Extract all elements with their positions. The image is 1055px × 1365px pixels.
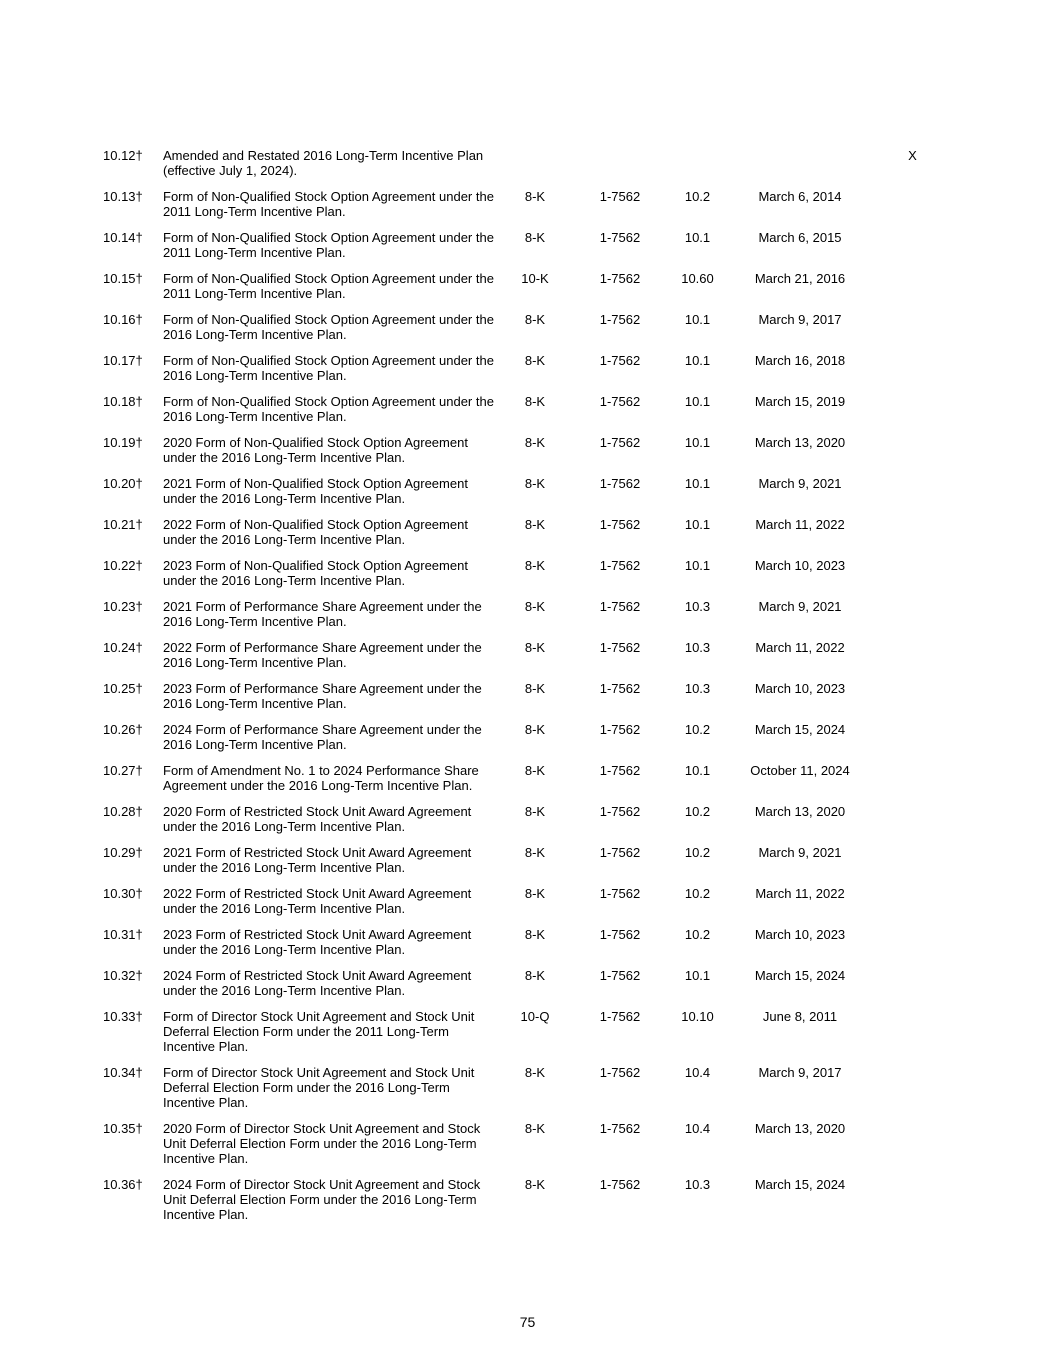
filing-date (730, 148, 870, 178)
form-type: 8-K (524, 353, 546, 368)
exhibit-ref: 10.1 (684, 312, 711, 327)
filing-date: March 11, 2022 (755, 886, 845, 901)
file-number: 1-7562 (599, 312, 641, 327)
file-number: 1-7562 (599, 1177, 641, 1192)
table-row (103, 640, 955, 670)
table-row (103, 476, 955, 506)
form-type: 10-Q (520, 1009, 550, 1024)
filing-date: March 9, 2021 (758, 599, 842, 614)
table-row (103, 189, 955, 219)
filing-date: March 15, 2024 (754, 722, 846, 737)
exhibit-number: 10.17† (103, 353, 143, 368)
exhibit-description: 2020 Form of Director Stock Unit Agreement and Stock Unit Deferral Election Form under the 2016 Long-Term Incentive Plan. (163, 1121, 481, 1166)
file-number: 1-7562 (599, 394, 641, 409)
filed-herewith-mark (870, 271, 955, 301)
exhibit-number: 10.35† (103, 1121, 143, 1136)
exhibit-description: Form of Amendment No. 1 to 2024 Performance Share Agreement under the 2016 Long-Term Incentive Plan. (163, 763, 479, 793)
exhibit-ref: 10.2 (684, 722, 711, 737)
exhibit-description: 2021 Form of Restricted Stock Unit Award Agreement under the 2016 Long-Term Incentive Plan. (163, 845, 472, 875)
exhibit-number: 10.24† (103, 640, 143, 655)
exhibit-ref: 10.1 (684, 476, 711, 491)
exhibit-number: 10.13† (103, 189, 143, 204)
table-row (103, 517, 955, 547)
form-type: 8-K (524, 681, 546, 696)
exhibit-number: 10.16† (103, 312, 143, 327)
table-row (103, 558, 955, 588)
form-type (495, 148, 575, 178)
table-row (103, 271, 955, 301)
exhibit-ref: 10.1 (684, 763, 711, 778)
file-number: 1-7562 (599, 1009, 641, 1024)
exhibit-description: 2024 Form of Performance Share Agreement under the 2016 Long-Term Incentive Plan. (163, 722, 482, 752)
table-row (103, 968, 955, 998)
exhibit-number: 10.19† (103, 435, 143, 450)
form-type: 8-K (524, 394, 546, 409)
filed-herewith-mark (870, 312, 955, 342)
file-number: 1-7562 (599, 1065, 641, 1080)
file-number: 1-7562 (599, 517, 641, 532)
filing-date: October 11, 2024 (750, 763, 850, 778)
table-row (103, 148, 955, 178)
exhibit-ref: 10.1 (684, 394, 711, 409)
filing-date: March 15, 2024 (754, 968, 846, 983)
exhibit-number: 10.14† (103, 230, 143, 245)
exhibit-number: 10.18† (103, 394, 143, 409)
exhibit-description: 2024 Form of Restricted Stock Unit Award Agreement under the 2016 Long-Term Incentive Plan. (163, 968, 472, 998)
exhibit-description: Form of Non-Qualified Stock Option Agreement under the 2016 Long-Term Incentive Plan. (163, 353, 494, 383)
exhibit-ref: 10.3 (684, 640, 711, 655)
table-row (103, 1177, 955, 1222)
exhibit-ref: 10.1 (684, 558, 711, 573)
exhibit-number: 10.20† (103, 476, 143, 491)
filing-date: March 13, 2020 (754, 435, 846, 450)
exhibit-ref: 10.4 (684, 1065, 711, 1080)
exhibit-ref: 10.1 (684, 353, 711, 368)
file-number: 1-7562 (599, 1121, 641, 1136)
form-type: 8-K (524, 722, 546, 737)
filing-date: March 9, 2021 (758, 476, 842, 491)
form-type: 8-K (524, 558, 546, 573)
exhibit-number: 10.28† (103, 804, 143, 819)
table-row (103, 927, 955, 957)
form-type: 8-K (524, 312, 546, 327)
filed-herewith-mark (870, 886, 955, 916)
filed-herewith-mark (870, 435, 955, 465)
form-type: 8-K (524, 845, 546, 860)
exhibit-ref: 10.60 (681, 271, 714, 286)
exhibit-description: 2022 Form of Non-Qualified Stock Option Agreement under the 2016 Long-Term Incentive Plan. (163, 517, 468, 547)
exhibit-number: 10.36† (103, 1177, 143, 1192)
filed-herewith-mark (870, 640, 955, 670)
exhibit-ref: 10.2 (684, 845, 711, 860)
filing-date: March 10, 2023 (754, 927, 846, 942)
filed-herewith-mark (870, 722, 955, 752)
exhibit-number: 10.27† (103, 763, 143, 778)
filed-herewith-mark (870, 804, 955, 834)
filed-herewith-mark (870, 681, 955, 711)
exhibit-description: 2022 Form of Performance Share Agreement under the 2016 Long-Term Incentive Plan. (163, 640, 482, 670)
file-number: 1-7562 (599, 722, 641, 737)
file-number: 1-7562 (599, 640, 641, 655)
file-number: 1-7562 (599, 435, 641, 450)
exhibit-ref: 10.1 (684, 230, 711, 245)
form-type: 8-K (524, 189, 546, 204)
exhibit-number: 10.34† (103, 1065, 143, 1080)
filing-date: March 9, 2021 (758, 845, 842, 860)
exhibit-description: Form of Director Stock Unit Agreement and Stock Unit Deferral Election Form under the 2016 Long-Term Incentive Plan. (163, 1065, 475, 1110)
table-row (103, 599, 955, 629)
filed-herewith-mark (870, 476, 955, 506)
file-number: 1-7562 (599, 763, 641, 778)
table-row (103, 845, 955, 875)
table-row (103, 722, 955, 752)
filed-herewith-mark (870, 1177, 955, 1222)
form-type: 8-K (524, 640, 546, 655)
form-type: 8-K (524, 599, 546, 614)
exhibit-number: 10.12† (103, 148, 143, 163)
exhibit-description: 2021 Form of Performance Share Agreement under the 2016 Long-Term Incentive Plan. (163, 599, 482, 629)
filing-date: March 11, 2022 (755, 517, 845, 532)
exhibit-ref: 10.4 (684, 1121, 711, 1136)
table-row (103, 353, 955, 383)
file-number (575, 148, 665, 178)
form-type: 8-K (524, 1065, 546, 1080)
exhibit-index-table (103, 148, 955, 1233)
form-type: 8-K (524, 476, 546, 491)
exhibit-number: 10.32† (103, 968, 143, 983)
exhibit-ref: 10.2 (684, 886, 711, 901)
form-type: 8-K (524, 435, 546, 450)
filing-date: March 10, 2023 (754, 681, 846, 696)
filing-date: March 9, 2017 (758, 312, 842, 327)
file-number: 1-7562 (599, 804, 641, 819)
file-number: 1-7562 (599, 599, 641, 614)
exhibit-number: 10.26† (103, 722, 143, 737)
table-row (103, 394, 955, 424)
exhibit-description: Form of Non-Qualified Stock Option Agreement under the 2011 Long-Term Incentive Plan. (163, 189, 494, 219)
table-row (103, 435, 955, 465)
table-row (103, 1065, 955, 1110)
filed-herewith-mark (870, 927, 955, 957)
file-number: 1-7562 (599, 230, 641, 245)
filed-herewith-mark (870, 230, 955, 260)
table-row (103, 681, 955, 711)
form-type: 8-K (524, 804, 546, 819)
file-number: 1-7562 (599, 886, 641, 901)
form-type: 8-K (524, 230, 546, 245)
table-row (103, 804, 955, 834)
file-number: 1-7562 (599, 189, 641, 204)
filing-date: June 8, 2011 (762, 1009, 838, 1024)
file-number: 1-7562 (599, 476, 641, 491)
exhibit-number: 10.21† (103, 517, 143, 532)
exhibit-description: Form of Non-Qualified Stock Option Agreement under the 2011 Long-Term Incentive Plan. (163, 271, 494, 301)
filed-herewith-mark (870, 599, 955, 629)
file-number: 1-7562 (599, 353, 641, 368)
table-row (103, 763, 955, 793)
exhibit-ref (665, 148, 730, 178)
exhibit-number: 10.31† (103, 927, 143, 942)
filed-herewith-mark (870, 189, 955, 219)
table-row (103, 1121, 955, 1166)
exhibit-ref: 10.2 (684, 189, 711, 204)
exhibit-description: Form of Non-Qualified Stock Option Agreement under the 2016 Long-Term Incentive Plan. (163, 312, 494, 342)
filing-date: March 16, 2018 (754, 353, 846, 368)
filed-herewith-mark (870, 353, 955, 383)
exhibit-ref: 10.1 (684, 968, 711, 983)
table-row (103, 1009, 955, 1054)
exhibit-description: Form of Non-Qualified Stock Option Agreement under the 2016 Long-Term Incentive Plan. (163, 394, 494, 424)
exhibit-number: 10.22† (103, 558, 143, 573)
form-type: 8-K (524, 517, 546, 532)
filing-date: March 10, 2023 (754, 558, 846, 573)
exhibit-description: 2020 Form of Non-Qualified Stock Option Agreement under the 2016 Long-Term Incentive Plan. (163, 435, 468, 465)
exhibit-description: 2021 Form of Non-Qualified Stock Option Agreement under the 2016 Long-Term Incentive Plan. (163, 476, 468, 506)
file-number: 1-7562 (599, 968, 641, 983)
form-type: 10-K (521, 271, 549, 286)
exhibit-description: 2022 Form of Restricted Stock Unit Award Agreement under the 2016 Long-Term Incentive Plan. (163, 886, 472, 916)
filing-date: March 15, 2024 (754, 1177, 846, 1192)
exhibit-description: Form of Director Stock Unit Agreement and Stock Unit Deferral Election Form under the 2011 Long-Term Incentive Plan. (163, 1009, 475, 1054)
exhibit-number: 10.33† (103, 1009, 143, 1024)
page-number: 75 (519, 1314, 536, 1330)
exhibit-number: 10.15† (103, 271, 143, 286)
filing-date: March 11, 2022 (755, 640, 845, 655)
filed-herewith-mark (870, 1121, 955, 1166)
form-type: 8-K (524, 1121, 546, 1136)
filing-date: March 6, 2015 (758, 230, 842, 245)
filed-herewith-mark: X (908, 148, 917, 163)
form-type: 8-K (524, 1177, 546, 1192)
filed-herewith-mark (870, 1065, 955, 1110)
filing-date: March 13, 2020 (754, 1121, 846, 1136)
filed-herewith-mark (870, 517, 955, 547)
filing-date: March 6, 2014 (758, 189, 842, 204)
file-number: 1-7562 (599, 558, 641, 573)
form-type: 8-K (524, 763, 546, 778)
filed-herewith-mark (870, 968, 955, 998)
file-number: 1-7562 (599, 927, 641, 942)
filing-date: March 15, 2019 (754, 394, 846, 409)
exhibit-description: 2023 Form of Non-Qualified Stock Option Agreement under the 2016 Long-Term Incentive Plan. (163, 558, 468, 588)
exhibit-description: Amended and Restated 2016 Long-Term Incentive Plan (effective July 1, 2024). (163, 148, 484, 178)
exhibit-description: 2024 Form of Director Stock Unit Agreement and Stock Unit Deferral Election Form under the 2016 Long-Term Incentive Plan. (163, 1177, 481, 1222)
exhibit-number: 10.30† (103, 886, 143, 901)
file-number: 1-7562 (599, 681, 641, 696)
filed-herewith-mark (870, 394, 955, 424)
filed-herewith-mark (870, 558, 955, 588)
filing-date: March 21, 2016 (754, 271, 846, 286)
filed-herewith-mark (870, 1009, 955, 1054)
exhibit-description: 2020 Form of Restricted Stock Unit Award Agreement under the 2016 Long-Term Incentive Plan. (163, 804, 472, 834)
exhibit-ref: 10.1 (684, 435, 711, 450)
table-row (103, 312, 955, 342)
exhibit-ref: 10.3 (684, 1177, 711, 1192)
exhibit-description: 2023 Form of Performance Share Agreement under the 2016 Long-Term Incentive Plan. (163, 681, 482, 711)
exhibit-ref: 10.2 (684, 927, 711, 942)
exhibit-description: Form of Non-Qualified Stock Option Agreement under the 2011 Long-Term Incentive Plan. (163, 230, 494, 260)
file-number: 1-7562 (599, 271, 641, 286)
exhibit-ref: 10.3 (684, 681, 711, 696)
exhibit-number: 10.23† (103, 599, 143, 614)
exhibit-ref: 10.3 (684, 599, 711, 614)
exhibit-ref: 10.10 (681, 1009, 714, 1024)
exhibit-ref: 10.2 (684, 804, 711, 819)
table-row (103, 230, 955, 260)
table-row (103, 886, 955, 916)
file-number: 1-7562 (599, 845, 641, 860)
filed-herewith-mark (870, 845, 955, 875)
form-type: 8-K (524, 886, 546, 901)
exhibit-description: 2023 Form of Restricted Stock Unit Award Agreement under the 2016 Long-Term Incentive Plan. (163, 927, 472, 957)
form-type: 8-K (524, 927, 546, 942)
exhibit-ref: 10.1 (684, 517, 711, 532)
filed-herewith-mark (870, 763, 955, 793)
form-type: 8-K (524, 968, 546, 983)
filing-date: March 13, 2020 (754, 804, 846, 819)
exhibit-number: 10.29† (103, 845, 143, 860)
exhibit-number: 10.25† (103, 681, 143, 696)
filing-date: March 9, 2017 (758, 1065, 842, 1080)
